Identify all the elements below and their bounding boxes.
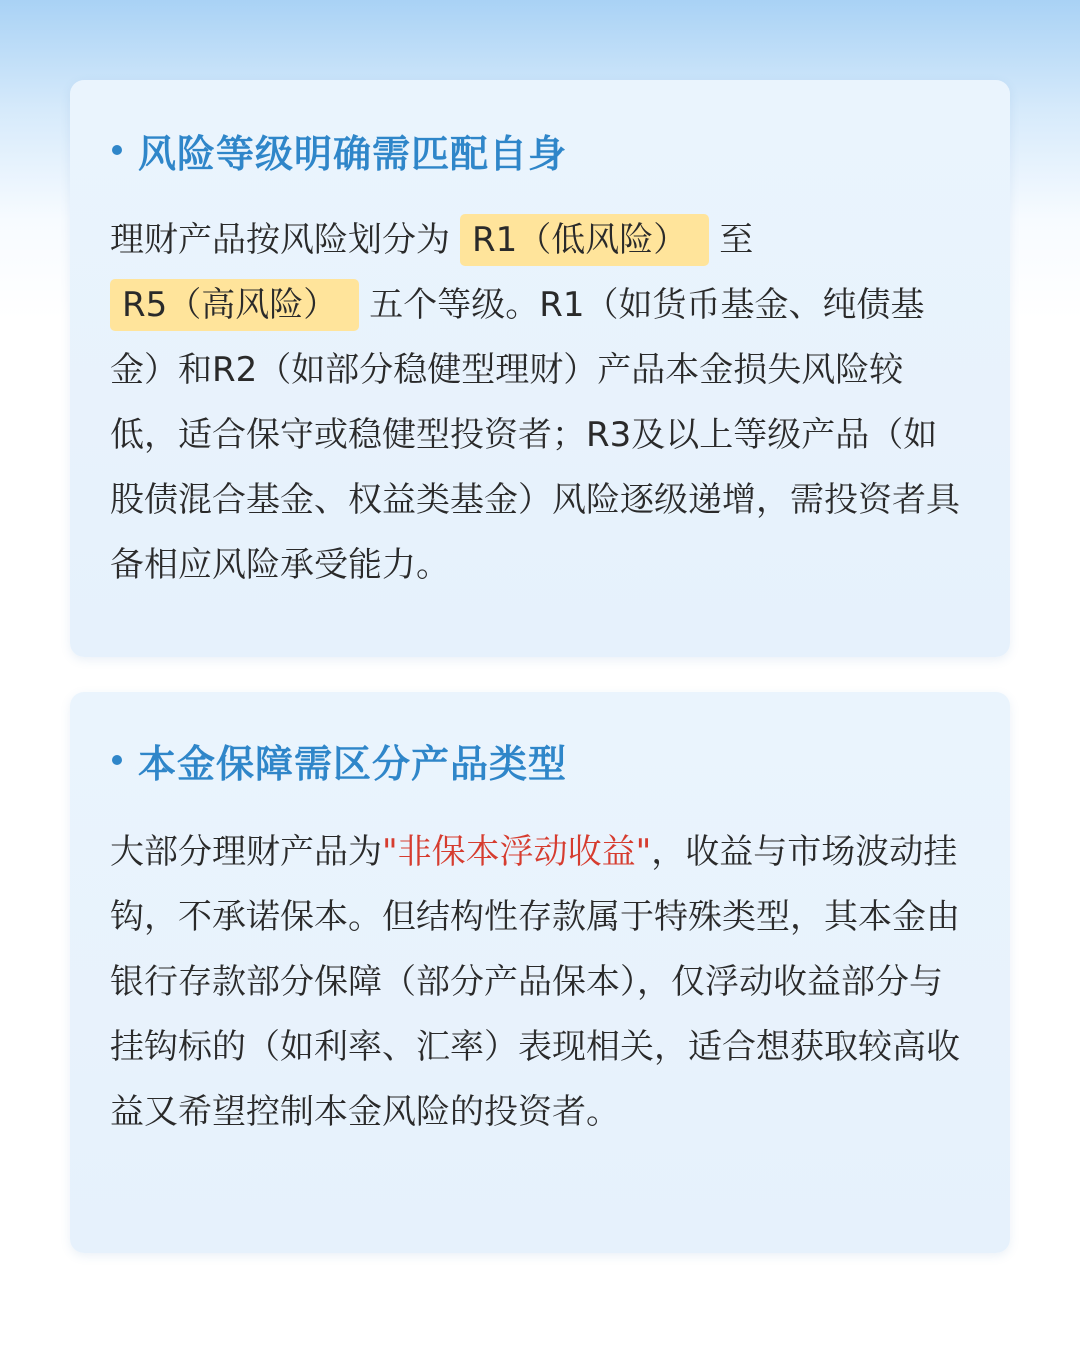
principal-protection-card <box>70 692 1010 1253</box>
highlight-r5: R5（高风险） <box>110 279 359 331</box>
risk-level-card <box>70 80 1010 657</box>
principal-paragraph-intro: 大部分理财产品为 <box>110 832 382 872</box>
risk-paragraph-body: 五个等级。R1（如货币基金、纯债基金）和R2（如部分稳健型理财）产品本金损失风险较低，适合保守或稳健型投资者；R3及以上等级产品（如股债混合基金、权益类基金）风险逐级递增，需投资者具备相应风险承受能力。 <box>110 285 960 585</box>
risk-level-heading-text: 风险等级明确需匹配自身 <box>138 131 568 176</box>
risk-level-heading <box>110 128 970 176</box>
principal-protection-heading-text: 本金保障需区分产品类型 <box>138 741 568 786</box>
risk-paragraph-connector: 至 <box>719 220 754 260</box>
bullet-dot-icon <box>112 145 122 155</box>
highlight-r1: R1（低风险） <box>460 214 709 266</box>
risk-level-paragraph <box>110 208 970 598</box>
principal-protection-heading <box>110 738 970 786</box>
bullet-dot-icon <box>112 755 122 765</box>
principal-protection-paragraph <box>110 820 970 1145</box>
risk-paragraph-intro: 理财产品按风险划分为 <box>110 220 450 260</box>
non-guaranteed-emphasis: "非保本浮动收益" <box>382 832 652 872</box>
principal-paragraph-body: ，收益与市场波动挂钩，不承诺保本。但结构性存款属于特殊类型，其本金由银行存款部分保障（部分产品保本），仅浮动收益部分与挂钩标的（如利率、汇率）表现相关，适合想获取较高收益又希望控制本金风险的投资者。 <box>110 832 960 1132</box>
